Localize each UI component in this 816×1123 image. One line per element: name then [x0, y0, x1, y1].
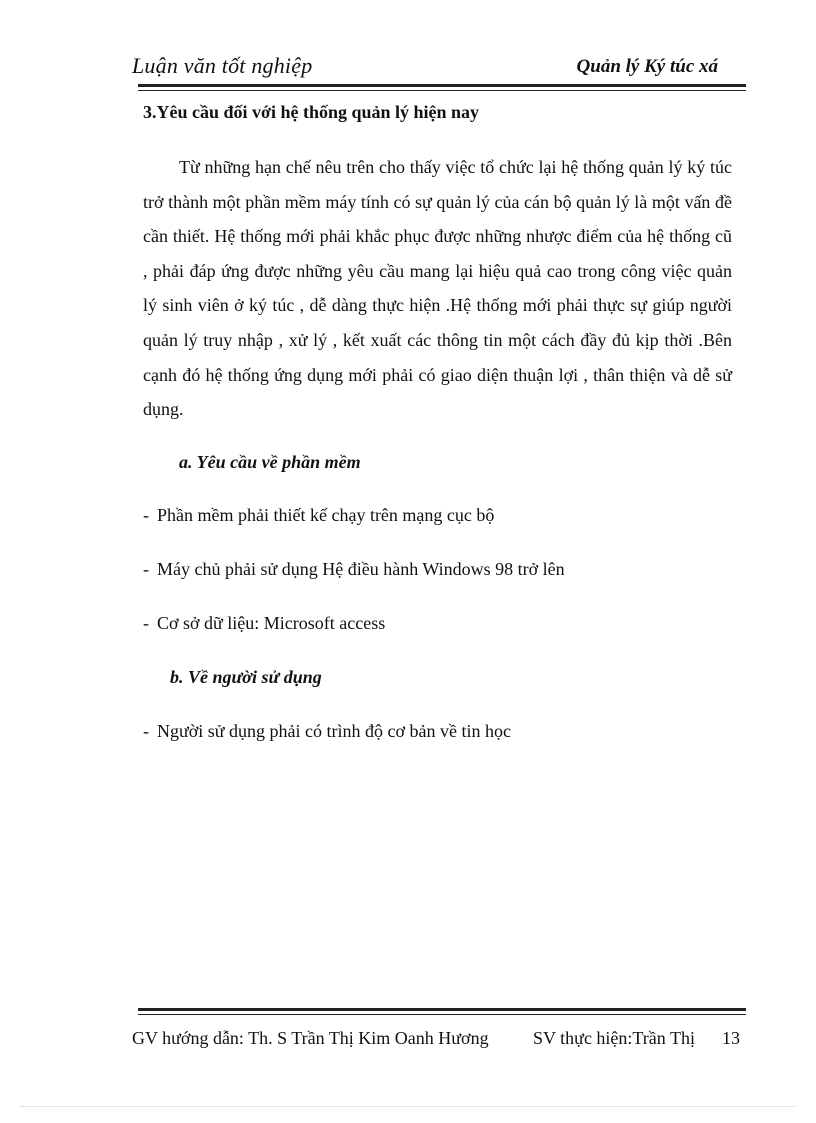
- list-item-text: Cơ sở dữ liệu: Microsoft access: [157, 613, 386, 633]
- list-item-text: Phần mềm phải thiết kế chạy trên mạng cục bộ: [157, 505, 495, 525]
- section-heading: 3.Yêu cầu đối với hệ thống quản lý hiện nay: [143, 102, 480, 122]
- page-edge-divider: [20, 1106, 796, 1107]
- footer-advisor: GV hướng dẫn: Th. S Trần Thị Kim Oanh Hương: [132, 1028, 489, 1048]
- list-item: [143, 557, 565, 581]
- list-item-text: Máy chủ phải sử dụng Hệ điều hành Windows 98 trở lên: [157, 559, 565, 579]
- footer-student: SV thực hiện:Trần Thị: [533, 1028, 695, 1048]
- subheading-software-requirements: a. Yêu cầu về phần mềm: [179, 452, 361, 472]
- bullet-dash: -: [143, 559, 149, 579]
- bullet-dash: -: [143, 613, 149, 633]
- list-item-text: Người sử dụng phải có trình độ cơ bản về tin học: [157, 721, 511, 741]
- bullet-dash: -: [143, 505, 149, 525]
- header-divider: [138, 84, 746, 90]
- footer-divider: [138, 1008, 746, 1014]
- list-item: [143, 503, 494, 527]
- page-number: 13: [722, 1028, 740, 1048]
- subheading-user-requirements: b. Về người sử dụng: [170, 667, 322, 687]
- header-topic-title: Quản lý Ký túc xá: [576, 56, 718, 77]
- bullet-dash: -: [143, 721, 149, 741]
- list-item: [143, 611, 385, 635]
- body-paragraph: Từ những hạn chế nêu trên cho thấy việc tổ chức lại hệ thống quản lý ký túc trở thành một phần mềm máy tính có sự quản lý của cán bộ quản lý là một vấn đề cần thiết. Hệ thống mới phải khắc phục được những nhược điểm của hệ thống cũ , phải đáp ứng được những yêu cầu mang lại hiệu quả cao trong công việc quản lý sinh viên ở ký túc , dễ dàng thực hiện .Hệ thống mới phải thực sự giúp người quản lý truy nhập , xử lý , kết xuất các thông tin một cách đầy đủ kịp thời .Bên cạnh đó hệ thống ứng dụng mới phải có giao diện thuận lợi , thân thiện và dễ sử dụng.: [143, 157, 732, 420]
- header-thesis-title: Luận văn tốt nghiệp: [132, 53, 313, 78]
- list-item: [143, 719, 511, 743]
